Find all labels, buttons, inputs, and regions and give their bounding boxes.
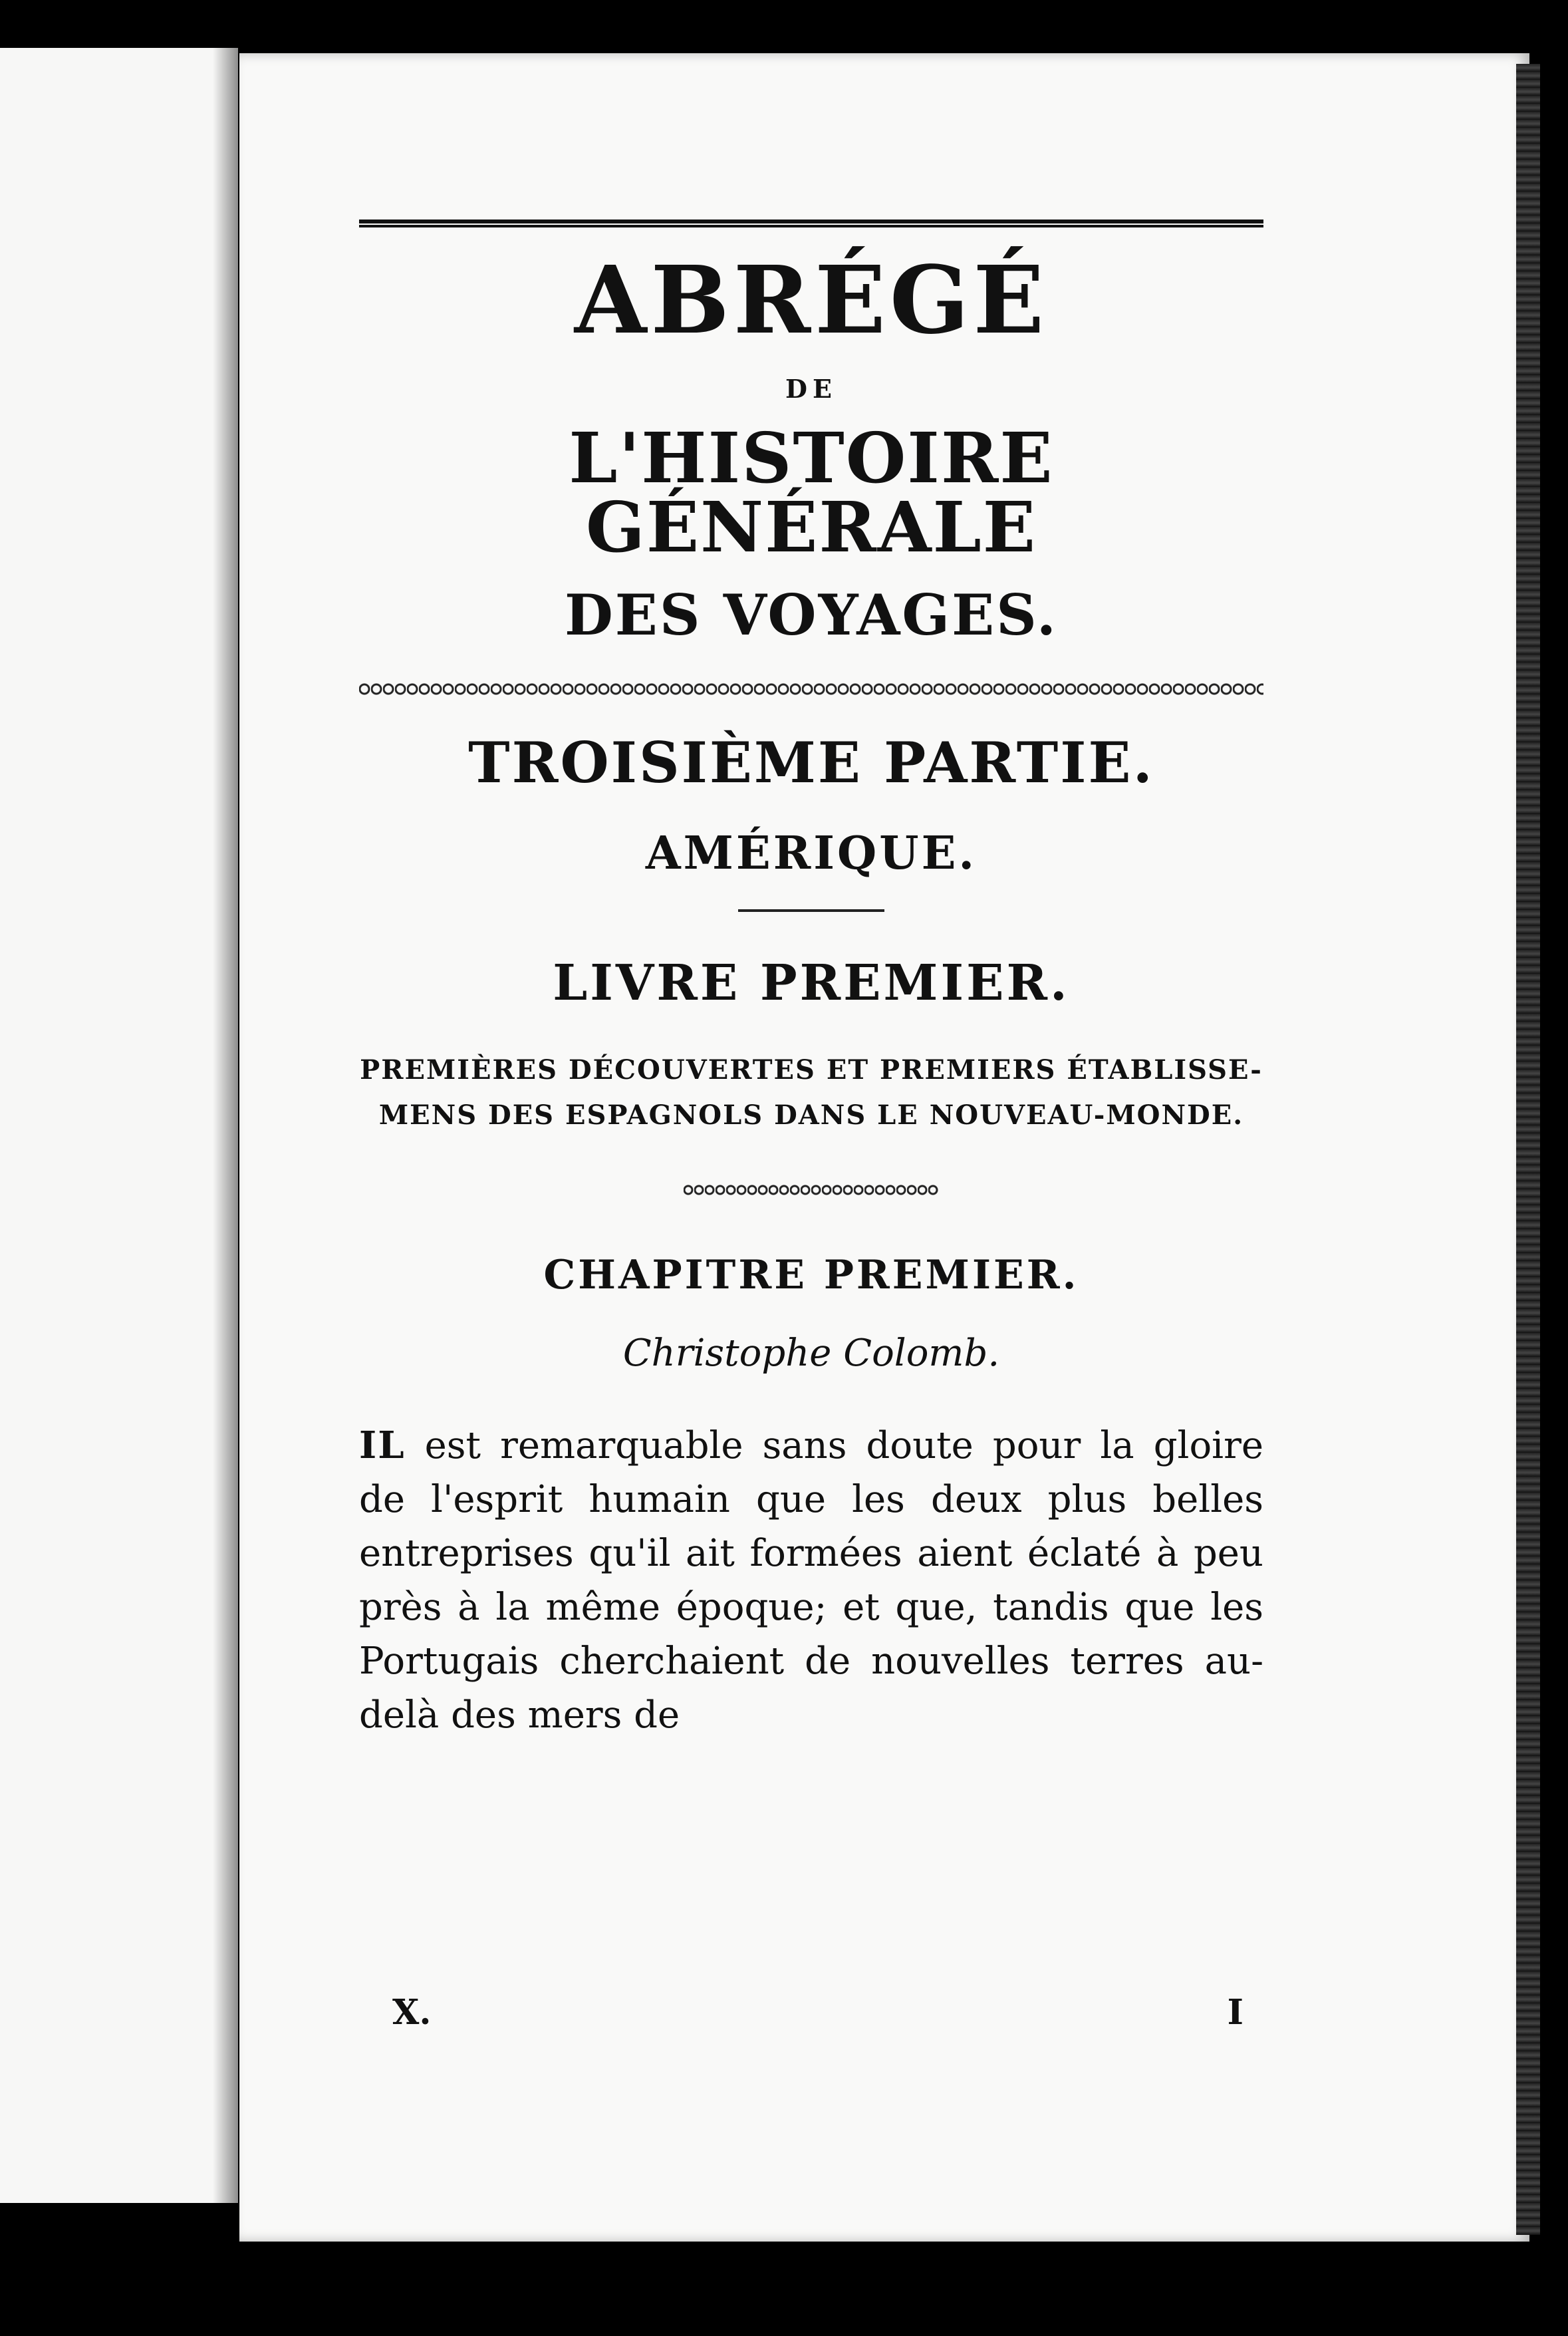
page-content [359,219,1263,1742]
page-number: I [1227,1992,1243,2033]
book-subtitle [359,1048,1263,1138]
title-abrege: ABRÉGÉ [574,246,1049,355]
top-double-rule [359,219,1263,227]
book-subtitle-line-2: MENS DES ESPAGNOLS DANS LE NOUVEAU-MONDE. [378,1099,1244,1131]
body-text [359,1419,1263,1742]
book-gutter-shadow [213,48,239,2203]
signature-mark: X. [392,1992,432,2033]
chapter-heading: CHAPITRE PREMIER. [543,1252,1079,1298]
body-text-content: est remarquable sans doute pour la gloire de l'esprit humain que les deux plus belles entreprises qu'il ait formées aient éclaté à peu près à la même époque; et que, tandis que les Portugais cherchaient de nouvelles terres au-delà des mers de [359,1424,1263,1737]
chapter-subtitle: Christophe Colomb. [622,1332,1000,1375]
drop-cap: IL [359,1423,406,1467]
region-heading: AMÉRIQUE. [645,827,978,880]
title-de: DE [785,374,837,404]
short-rule [738,909,884,912]
title-histoire-generale: L'HISTOIRE GÉNÉRALE [569,417,1054,568]
body-paragraph [359,1419,1263,1742]
left-page [0,48,238,2203]
part-heading: TROISIÈME PARTIE. [468,730,1154,796]
title-des-voyages: DES VOYAGES. [564,582,1059,648]
book-page [239,53,1529,2242]
book-heading: LIVRE PREMIER. [553,954,1070,1012]
book-subtitle-line-1: PREMIÈRES DÉCOUVERTES ET PREMIERS ÉTABLISSE- [360,1054,1263,1086]
short-ornamental-rule [684,1185,939,1195]
page-edge [1516,64,1540,2235]
ornamental-rule [359,683,1263,695]
